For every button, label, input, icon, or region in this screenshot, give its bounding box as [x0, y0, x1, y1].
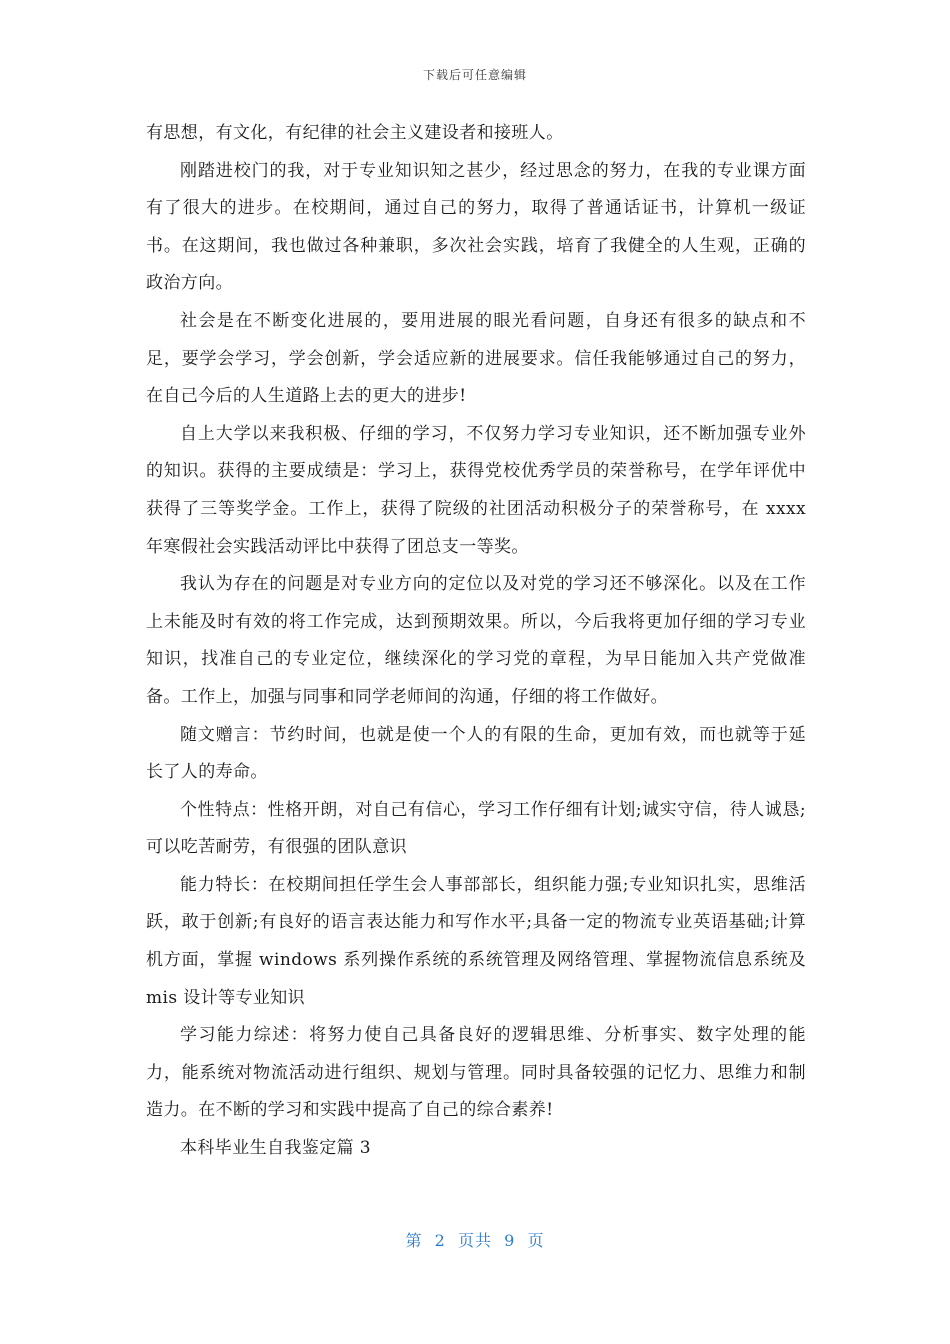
- paragraph-4: 自上大学以来我积极、仔细的学习，不仅努力学习专业知识，还不断加强专业外的知识。获得的主要成绩是：学习上，获得党校优秀学员的荣誉称号，在学年评优中获得了三等奖学金。工作上，获得了院级的社团活动积极分子的荣誉称号，在 xxxx 年寒假社会实践活动评比中获得了团总支一等奖。: [146, 423, 806, 557]
- page-number-label: 第 2 页共 9 页: [405, 1231, 545, 1250]
- paragraph-1: 有思想，有文化，有纪律的社会主义建设者和接班人。: [146, 123, 564, 143]
- paragraph-2: 刚踏进校门的我，对于专业知识知之甚少，经过思念的努力，在我的专业课方面有了很大的进步。在校期间，通过自己的努力，取得了普通话证书，计算机一级证书。在这期间，我也做过各种兼职，多次社会实践，培育了我健全的人生观，正确的政治方向。: [146, 160, 806, 294]
- paragraph-6: 随文赠言：节约时间，也就是使一个人的有限的生命，更加有效，而也就等于延长了人的寿命。: [146, 724, 806, 783]
- paragraph-8: 能力特长：在校期间担任学生会人事部部长，组织能力强;专业知识扎实，思维活跃，敢于创新;有良好的语言表达能力和写作水平;具备一定的物流专业英语基础;计算机方面，掌握 windows 系列操作系统的系统管理及网络管理、掌握物流信息系统及 mis 设计等专业知识: [146, 874, 806, 1008]
- page-footer: [0, 1228, 950, 1251]
- paragraph-3: 社会是在不断变化进展的，要用进展的眼光看问题，自身还有很多的缺点和不足，要学会学习，学会创新，学会适应新的进展要求。信任我能够通过自己的努力，在自己今后的人生道路上去的更大的进步!: [146, 310, 806, 407]
- paragraph-7: 个性特点：性格开朗，对自己有信心，学习工作仔细有计划;诚实守信，待人诚恳;可以吃苦耐劳，有很强的团队意识: [146, 799, 806, 858]
- paragraph-9: 学习能力综述：将努力使自己具备良好的逻辑思维、分析事实、数字处理的能力，能系统对物流活动进行组织、规划与管理。同时具备较强的记忆力、思维力和制造力。在不断的学习和实践中提高了自己的综合素养!: [146, 1025, 806, 1121]
- section-heading: 本科毕业生自我鉴定篇 3: [180, 1138, 372, 1159]
- page-header: 下载后可任意编辑: [422, 68, 527, 82]
- paragraph-5: 我认为存在的问题是对专业方向的定位以及对党的学习还不够深化。以及在工作上未能及时有效的将工作完成，达到预期效果。所以，今后我将更加仔细的学习专业知识，找准自己的专业定位，继续深化的学习党的章程，为早日能加入共产党做准备。工作上，加强与同事和同学老师间的沟通，仔细的将工作做好。: [146, 574, 806, 707]
- document-body: [146, 115, 806, 1168]
